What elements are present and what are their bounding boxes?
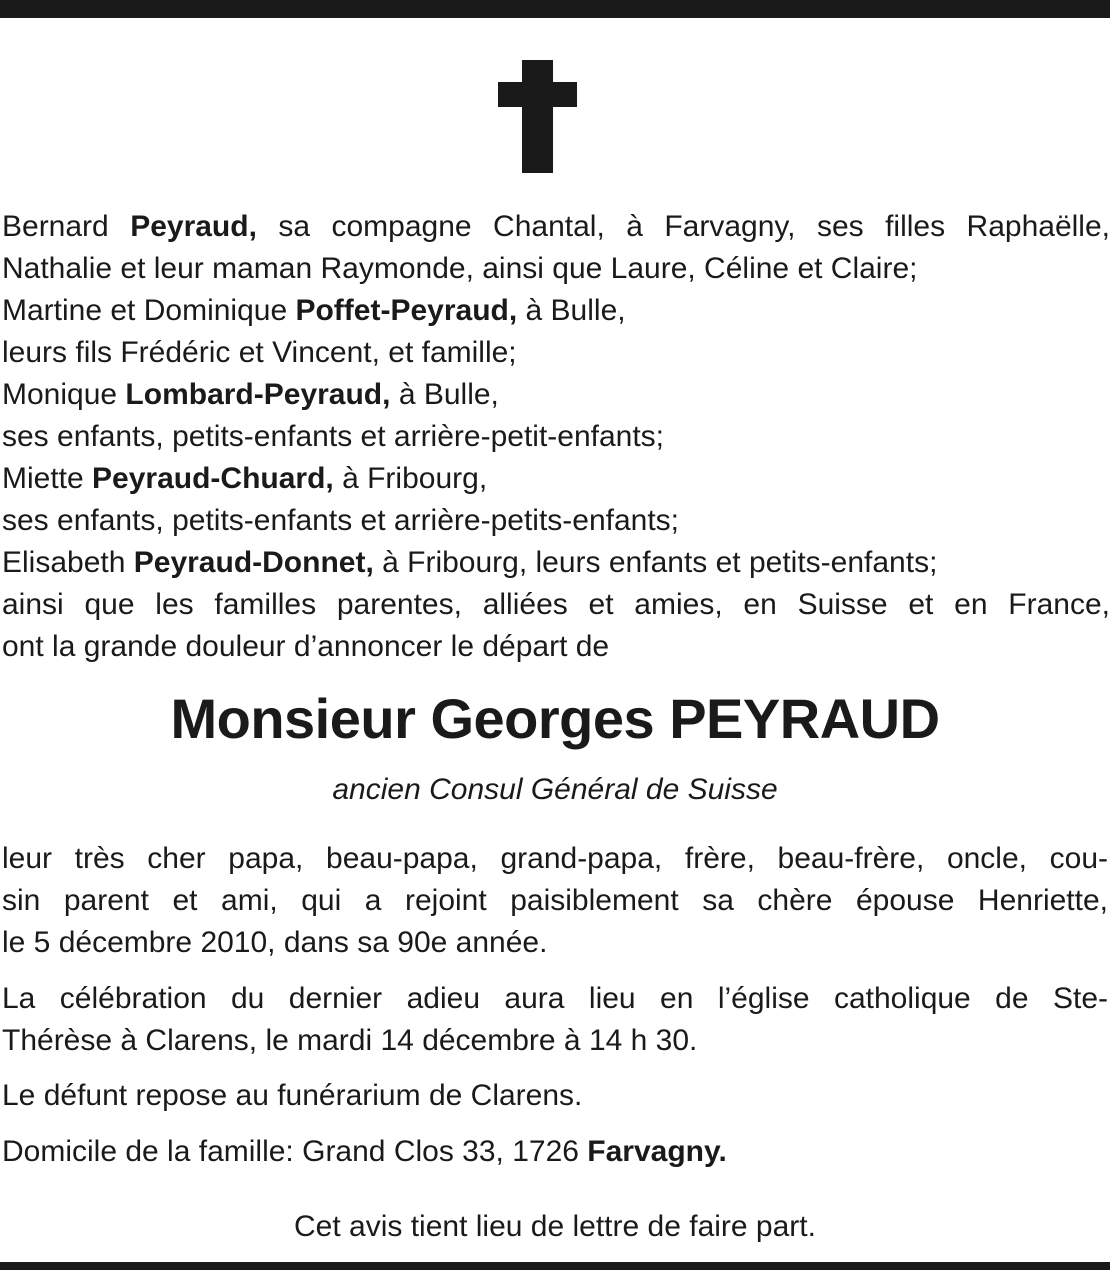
ceremony-paragraph [2, 978, 1108, 1062]
family-line: Miette Peyraud-Chuard, à Fribourg, [2, 462, 488, 495]
repose-paragraph: Le défunt repose au funérarium de Clarens. [2, 1079, 583, 1112]
family-line: leurs fils Frédéric et Vincent, et famille; [2, 336, 517, 369]
family-line: ont la grande douleur d’annoncer le départ de [2, 630, 610, 663]
family-line: ses enfants, petits-enfants et arrière-petits-enfants; [2, 504, 680, 537]
deceased-name: Monsieur Georges PEYRAUD [170, 687, 940, 750]
family-list [2, 206, 1110, 668]
family-line: ainsi que les familles parentes, alliées et amies, en Suisse et en France, [2, 588, 1110, 621]
top-border-rule [0, 0, 1110, 18]
closing-note: Cet avis tient lieu de lettre de faire part. [294, 1210, 816, 1243]
paragraph-line: Thérèse à Clarens, le mardi 14 décembre à 14 h 30. [2, 1024, 698, 1057]
bottom-border-rule [0, 1262, 1110, 1270]
family-line: Monique Lombard-Peyraud, à Bulle, [2, 378, 499, 411]
cross-icon [498, 60, 577, 173]
family-line: ses enfants, petits-enfants et arrière-petit-enfants; [2, 420, 665, 453]
relationship-paragraph [2, 838, 1108, 964]
family-line: Nathalie et leur maman Raymonde, ainsi que Laure, Céline et Claire; [2, 252, 918, 285]
paragraph-line: le 5 décembre 2010, dans sa 90e année. [2, 926, 548, 959]
family-line: Elisabeth Peyraud-Donnet, à Fribourg, leurs enfants et petits-enfants; [2, 546, 938, 579]
family-address-paragraph: Domicile de la famille: Grand Clos 33, 1726 Farvagny. [2, 1135, 727, 1168]
deceased-title: ancien Consul Général de Suisse [332, 773, 778, 806]
paragraph-line: leur très cher papa, beau-papa, grand-papa, frère, beau-frère, oncle, cou- [2, 842, 1108, 875]
paragraph-line: La célébration du dernier adieu aura lieu en l’église catholique de Ste- [2, 982, 1108, 1015]
family-line: Martine et Dominique Poffet-Peyraud, à Bulle, [2, 294, 626, 327]
paragraph-line: sin parent et ami, qui a rejoint paisiblement sa chère épouse Henriette, [2, 884, 1108, 917]
family-line: Bernard Peyraud, sa compagne Chantal, à Farvagny, ses filles Raphaëlle, [2, 210, 1110, 243]
